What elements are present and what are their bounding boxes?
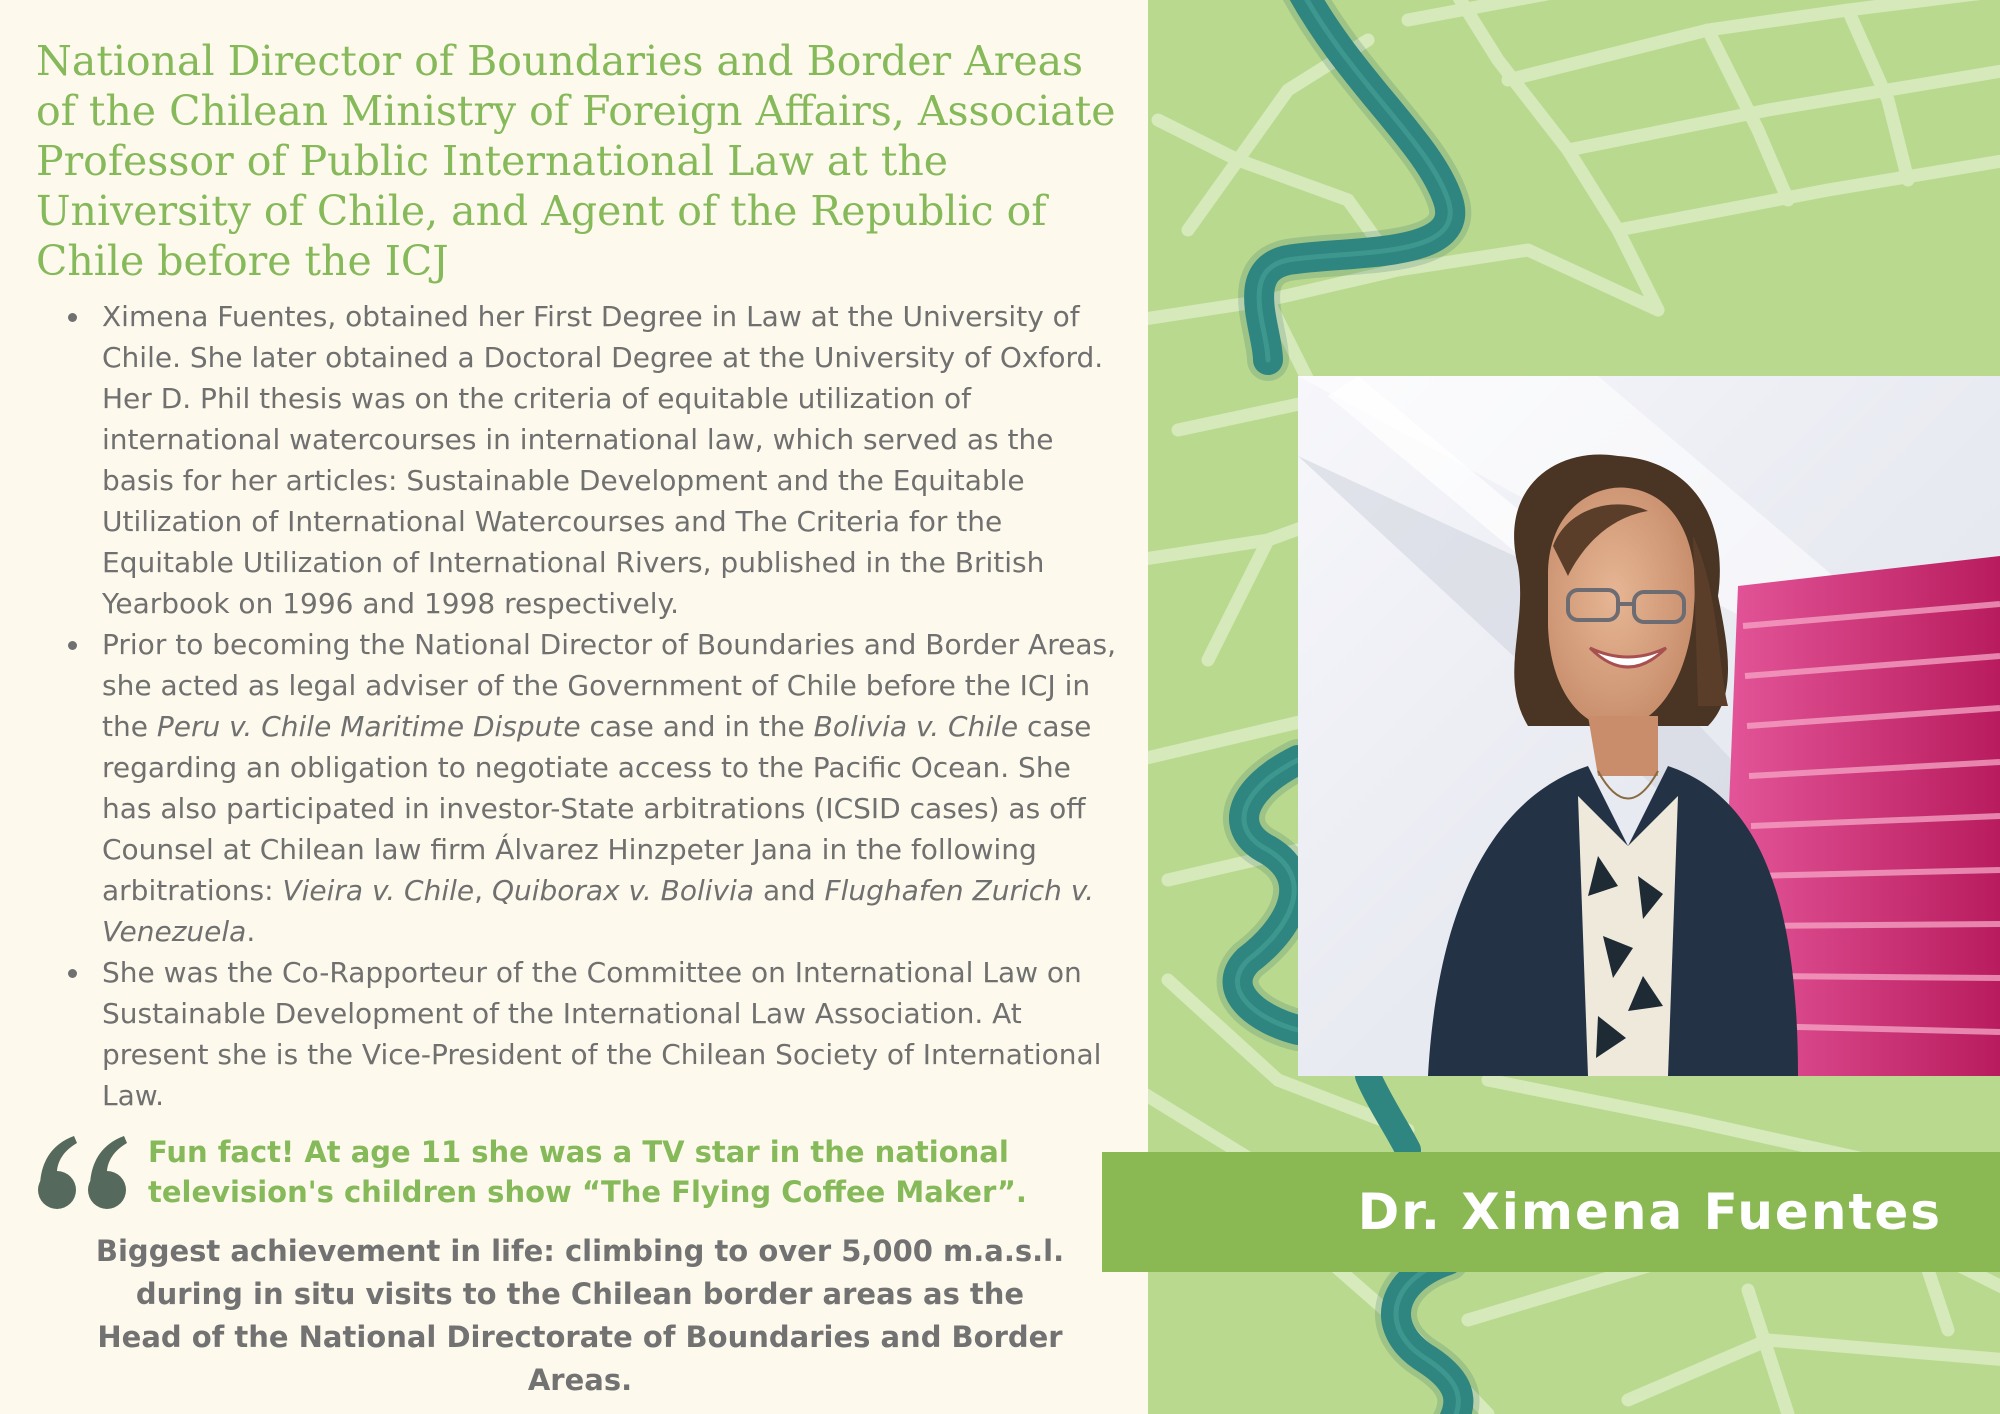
bullet-icon xyxy=(68,641,77,650)
case-name-quiborax: Quiborax v. Bolivia xyxy=(491,874,755,907)
bio-text-segment: Prior to becoming the National Director of Boundaries and Border Areas, she acted as legal adviser of the Government of Chile before the ICJ in the xyxy=(102,628,1116,743)
case-name-bolivia-chile: Bolivia v. Chile xyxy=(813,710,1019,743)
case-name-peru-chile: Peru v. Chile Maritime Dispute xyxy=(156,710,581,743)
bio-item-text: She was the Co-Rapporteur of the Committee on International Law on Sustainable Development of the International Law Association. At present she is the Vice-President of the Chilean Society of International Law. xyxy=(102,956,1102,1112)
bio-list xyxy=(60,296,1120,1116)
page-title: National Director of Boundaries and Border Areas of the Chilean Ministry of Foreign Affairs, Associate Professor of Public International Law at the University of Chile, and Agent of the Republic of Chile before the ICJ xyxy=(36,37,1116,285)
bio-item-legal-career xyxy=(60,624,1120,952)
portrait-illustration xyxy=(1298,376,2000,1076)
bio-text-segment: . xyxy=(246,915,256,948)
fun-fact: Fun fact! At age 11 she was a TV star in the national television's children show “The Flying Coffee Maker”. xyxy=(148,1135,1027,1209)
bio-item-ila xyxy=(60,952,1120,1116)
quote-icon xyxy=(36,1132,130,1212)
bio-text-segment: and xyxy=(754,874,825,907)
name-banner xyxy=(1102,1152,2000,1272)
bio-text-segment: case and in the xyxy=(580,710,814,743)
bio-text-segment: , xyxy=(474,874,492,907)
bullet-icon xyxy=(68,969,77,978)
bio-item-education xyxy=(60,296,1120,624)
bio-item-text: Ximena Fuentes, obtained her First Degree in Law at the University of Chile. She later obtained a Doctoral Degree at the University of Oxford. Her D. Phil thesis was on the criteria of equitable utilization of international watercourses in international law, which served as the basis for her articles: Sustainable Development and the Equitable Utilization of International Watercourses and The Criteria for the Equitable Utilization of International Rivers, published in the British Yearbook on 1996 and 1998 respectively. xyxy=(102,300,1104,620)
person-name: Dr. Ximena Fuentes xyxy=(1357,1183,1942,1241)
bio-text-segment: case regarding an obligation to negotiate access to the Pacific Ocean. She has also participated in investor-State arbitrations (ICSID cases) as off Counsel at Chilean law firm Álvarez Hinzpeter Jana in the following arbitrations: xyxy=(102,710,1092,907)
portrait-photo xyxy=(1298,376,2000,1076)
case-name-flughafen: Flughafen Zurich v. Venezuela xyxy=(102,874,1095,948)
bullet-icon xyxy=(68,313,77,322)
achievement-text: Biggest achievement in life: climbing to over 5,000 m.a.s.l. during in situ visits to the Chilean border areas as the Head of the National Directorate of Boundaries and Border Areas. xyxy=(95,1234,1065,1397)
case-name-vieira: Vieira v. Chile xyxy=(282,874,475,907)
